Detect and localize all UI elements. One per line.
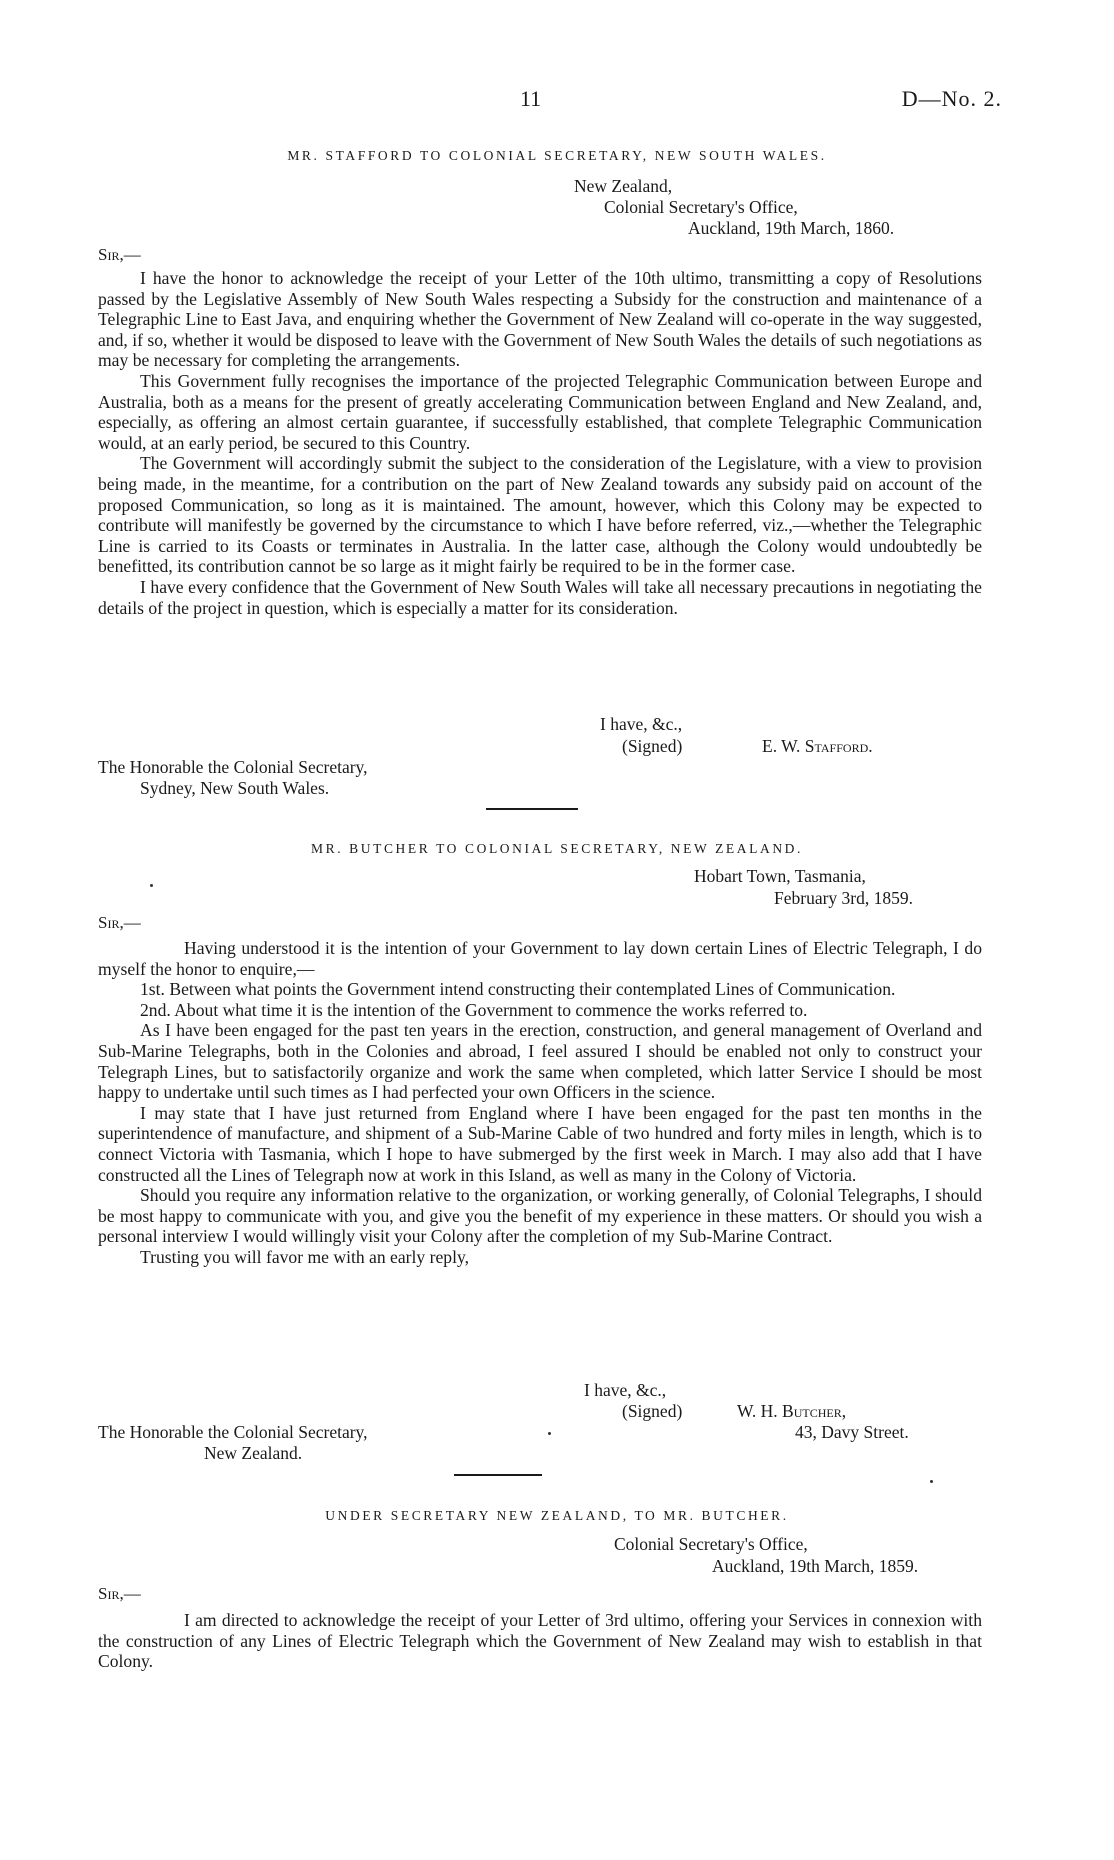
letter-3-heading: UNDER SECRETARY NEW ZEALAND, TO MR. BUTCHER.: [325, 1508, 789, 1523]
letter-2-salutation: Sir,—: [98, 913, 141, 932]
print-speck: [548, 1432, 551, 1435]
letter-2-paragraph: Should you require any information relative to the organization, or working generally, of Colonial Telegraphs, I should be most happy to communicate with you, and give you the benefit of my experience in these matters. Or should you wish a personal interview I would willingly visit your Colony after the completion of my Sub-Marine Contract.: [98, 1185, 982, 1247]
letter-2-heading: MR. BUTCHER TO COLONIAL SECRETARY, NEW ZEALAND.: [310, 841, 803, 856]
letter-2-signed: (Signed): [622, 1401, 683, 1421]
section-divider: [454, 1474, 542, 1476]
letter-2-date: February 3rd, 1859.: [774, 888, 914, 908]
letter-1-paragraph: This Government fully recognises the importance of the projected Telegraphic Communication between Europe and Australia, both as a means for the present of greatly accelerating Communication between England and New Zealand, and, especially, as offering an almost certain guarantee, if successfully established, that complete Telegraphic Communication would, at an early period, be secured to this Country.: [98, 370, 982, 453]
letter-1-date: Auckland, 19th March, 1860.: [688, 218, 895, 238]
letter-3-address-line-1: Colonial Secretary's Office,: [614, 1534, 808, 1554]
letter-1-heading: MR. STAFFORD TO COLONIAL SECRETARY, NEW SOUTH WALES.: [287, 148, 827, 163]
letter-3-body: [98, 1610, 982, 1672]
letter-2-paragraph: 1st. Between what points the Government intend constructing their contemplated Lines of Communication.: [140, 979, 896, 1000]
page-number: 11: [520, 86, 542, 111]
letter-2-address-line-1: Hobart Town, Tasmania,: [694, 866, 866, 886]
print-speck: [930, 1480, 933, 1483]
letter-2-paragraph: I may state that I have just returned from England where I have been engaged for the past ten months in the superintendence of manufacture, and shipment of a Sub-Marine Cable of two hundred and forty miles in length, which is to connect Victoria with Tasmania, which I hope to have submerged by the first week in March. I may also add that I have constructed all the Lines of Telegraph now at work in this Island, as well as many in the Colony of Victoria.: [98, 1102, 982, 1185]
letter-1-address-line-2: Colonial Secretary's Office,: [604, 197, 798, 217]
letter-1-closing: I have, &c.,: [600, 714, 683, 734]
letter-2-paragraph: Having understood it is the intention of your Government to lay down certain Lines of Electric Telegraph, I do myself the honor to enquire,—: [98, 938, 982, 979]
letter-2-signatory: W. H. Butcher,: [737, 1401, 847, 1421]
letter-1-paragraph: I have the honor to acknowledge the receipt of your Letter of the 10th ultimo, transmitting a copy of Resolutions passed by the Legislative Assembly of New South Wales respecting a Subsidy for the construction and maintenance of a Telegraphic Line to East Java, and enquiring whether the Government of New Zealand will co-operate in the way suggested, and, if so, whether it would be disposed to leave with the Government of New South Wales the details of such negotiations as may be necessary for completing the arrangements.: [98, 268, 982, 371]
letter-3-date: Auckland, 19th March, 1859.: [712, 1556, 919, 1576]
letter-1-paragraph: The Government will accordingly submit the subject to the consideration of the Legislature, with a view to provision being made, in the meantime, for a contribution on the part of New Zealand towards any subsidy paid on account of the proposed Communication, so long as it is maintained. The amount, however, which this Colony may be expected to contribute will manifestly be governed by the circumstance to which I have before referred, viz.,—whether the Telegraphic Line is carried to its Coasts or terminates in Australia. In the latter case, although the Colony would undoubtedly be benefitted, its contribution cannot be so large as it might fairly be required to be in the former case.: [98, 453, 982, 577]
print-speck: [150, 884, 153, 887]
letter-3-salutation: Sir,—: [98, 1584, 141, 1603]
letter-1-body: [98, 268, 982, 618]
letter-3-paragraph: I am directed to acknowledge the receipt of your Letter of 3rd ultimo, offering your Services in connexion with the construction of any Lines of Electric Telegraph which the Government of New Zealand may wish to establish in that Colony.: [98, 1610, 982, 1672]
letter-2-paragraph: As I have been engaged for the past ten years in the erection, construction, and general management of Overland and Sub-Marine Telegraphs, both in the Colonies and abroad, I feel assured I should be enabled not only to construct your Telegraph Lines, but to satisfactorily organize and work the same when completed, which latter Service I should be most happy to undertake until such times as I had perfected your own Officers in the science.: [98, 1020, 982, 1103]
letter-2-paragraph: Trusting you will favor me with an early reply,: [140, 1246, 470, 1267]
letter-1-paragraph: I have every confidence that the Government of New South Wales will take all necessary precautions in negotiating the details of the project in question, which is especially a matter for its consideration.: [98, 576, 982, 618]
letter-2-body: [98, 938, 982, 1268]
letter-1-recipient-line-2: Sydney, New South Wales.: [140, 778, 330, 798]
document-reference: D—No. 2.: [901, 86, 1002, 111]
section-divider: [486, 808, 578, 810]
letter-2-recipient-line-1: The Honorable the Colonial Secretary,: [98, 1422, 368, 1442]
letter-2-closing: I have, &c.,: [584, 1380, 667, 1400]
letter-1-salutation: Sir,—: [98, 245, 141, 264]
letter-2-signatory-address: 43, Davy Street.: [795, 1422, 909, 1442]
letter-2-paragraph: 2nd. About what time it is the intention of the Government to commence the works referred to.: [140, 999, 808, 1020]
letter-2-recipient-line-2: New Zealand.: [204, 1443, 303, 1463]
letter-1-recipient-line-1: The Honorable the Colonial Secretary,: [98, 757, 368, 777]
letter-1-signatory: E. W. Stafford.: [762, 736, 873, 756]
letter-1-address-line-1: New Zealand,: [574, 176, 673, 196]
letter-1-signed: (Signed): [622, 736, 683, 756]
